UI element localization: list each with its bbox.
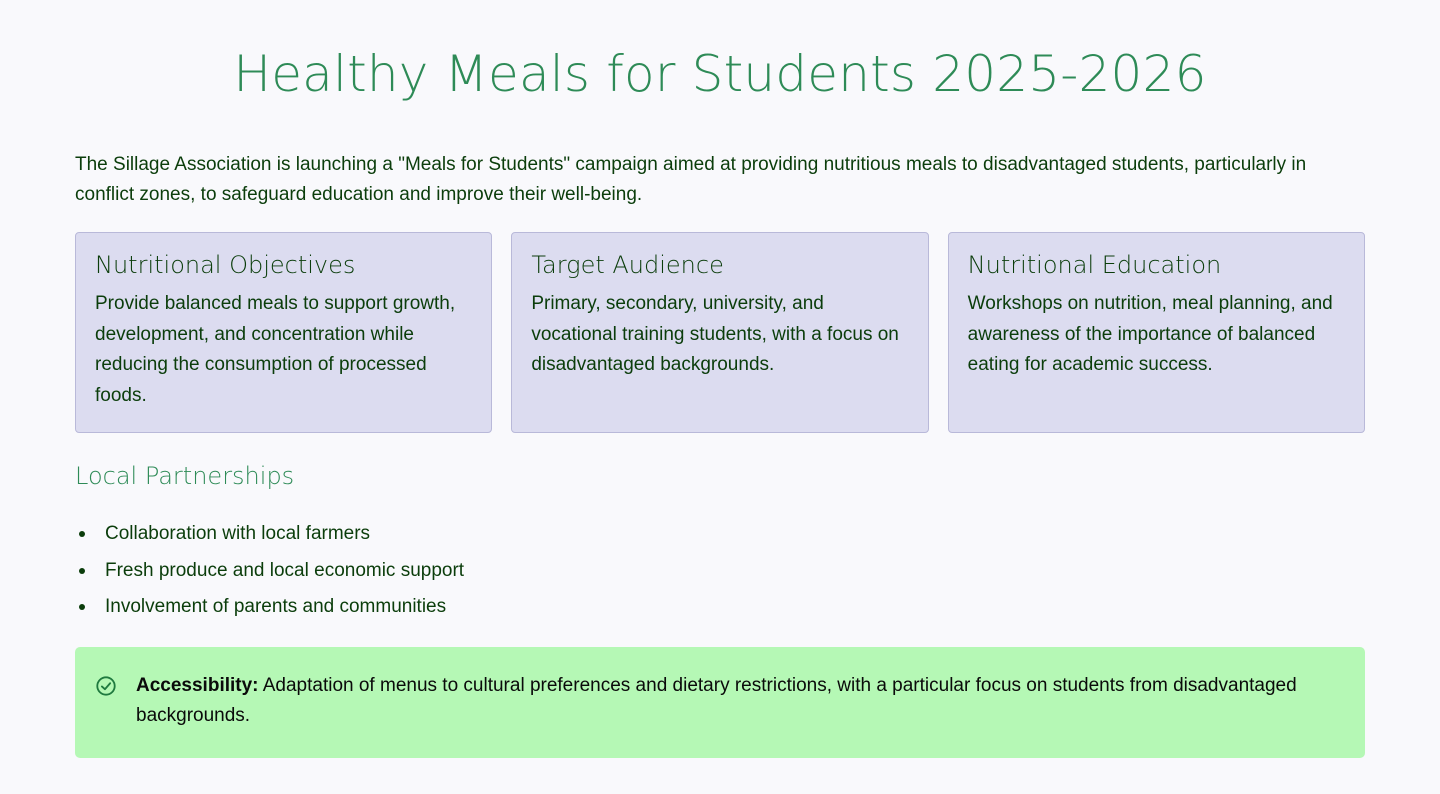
- page-title: Healthy Meals for Students 2025-2026: [233, 45, 1207, 103]
- bullet-dot-icon: [79, 604, 85, 610]
- list-item: [105, 516, 1365, 553]
- callout-text: Adaptation of menus to cultural preferences and dietary restrictions, with a particular focus on students from disadvantaged backgrounds.: [136, 674, 1297, 726]
- list-item-text: Involvement of parents and communities: [105, 596, 447, 617]
- callout-label: Accessibility:: [136, 674, 259, 696]
- check-circle-icon: [95, 675, 117, 697]
- card-target-audience: [511, 232, 928, 433]
- accessibility-callout: [75, 647, 1365, 758]
- card-title: Nutritional Objectives: [95, 251, 356, 279]
- list-item-text: Collaboration with local farmers: [105, 523, 371, 544]
- card-title: Nutritional Education: [967, 251, 1222, 279]
- card-text: Workshops on nutrition, meal planning, and awareness of the importance of balanced eating for academic success.: [967, 293, 1333, 375]
- card-title: Target Audience: [531, 251, 724, 279]
- bullet-dot-icon: [79, 531, 85, 537]
- bullet-dot-icon: [79, 568, 85, 574]
- section-title-local-partnerships: Local Partnerships: [75, 462, 295, 490]
- card-nutritional-education: [948, 232, 1365, 433]
- list-item-text: Fresh produce and local economic support: [105, 559, 465, 581]
- partnerships-list: [75, 516, 1365, 626]
- list-item: [105, 553, 1365, 590]
- list-item: [105, 589, 1365, 626]
- info-cards: [75, 232, 1365, 433]
- page-container: [75, 0, 1365, 758]
- card-text: Primary, secondary, university, and vocational training students, with a focus on disadvantaged backgrounds.: [531, 293, 899, 375]
- card-text: Provide balanced meals to support growth, development, and concentration while reducing the consumption of processed foods.: [95, 293, 456, 406]
- intro-paragraph: The Sillage Association is launching a "Meals for Students" campaign aimed at providing nutritious meals to disadvantaged students, particularly in conflict zones, to safeguard education and improve their well-being.: [75, 154, 1307, 205]
- card-nutritional-objectives: [75, 232, 492, 433]
